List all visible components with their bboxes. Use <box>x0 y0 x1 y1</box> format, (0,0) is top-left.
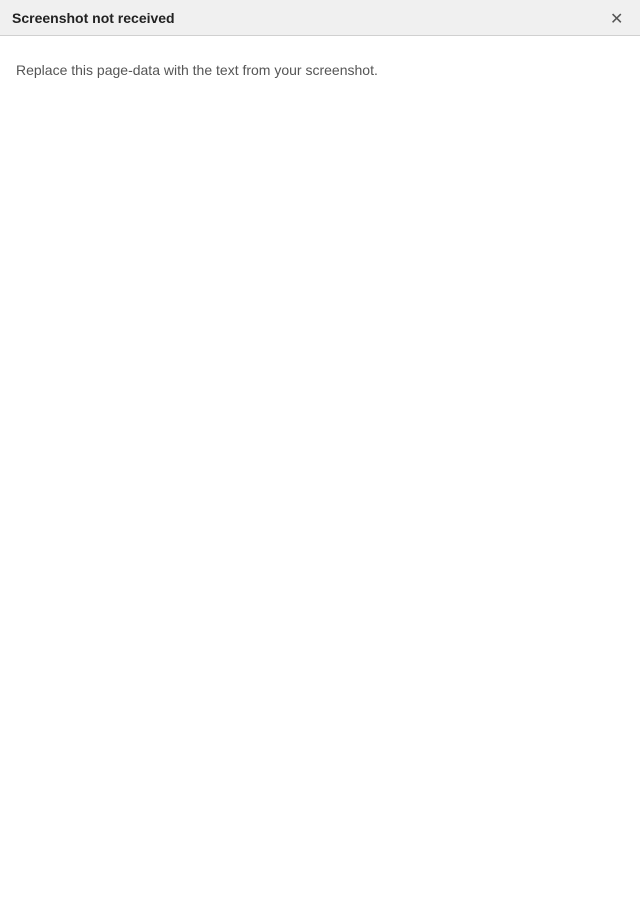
close-button[interactable] <box>604 6 628 30</box>
title-bar <box>0 0 640 36</box>
notice-text: Replace this page-data with the text from your screenshot. <box>16 62 378 78</box>
window-title: Screenshot not received <box>12 9 175 26</box>
close-icon: ✕ <box>610 8 624 28</box>
main-content <box>0 36 640 905</box>
